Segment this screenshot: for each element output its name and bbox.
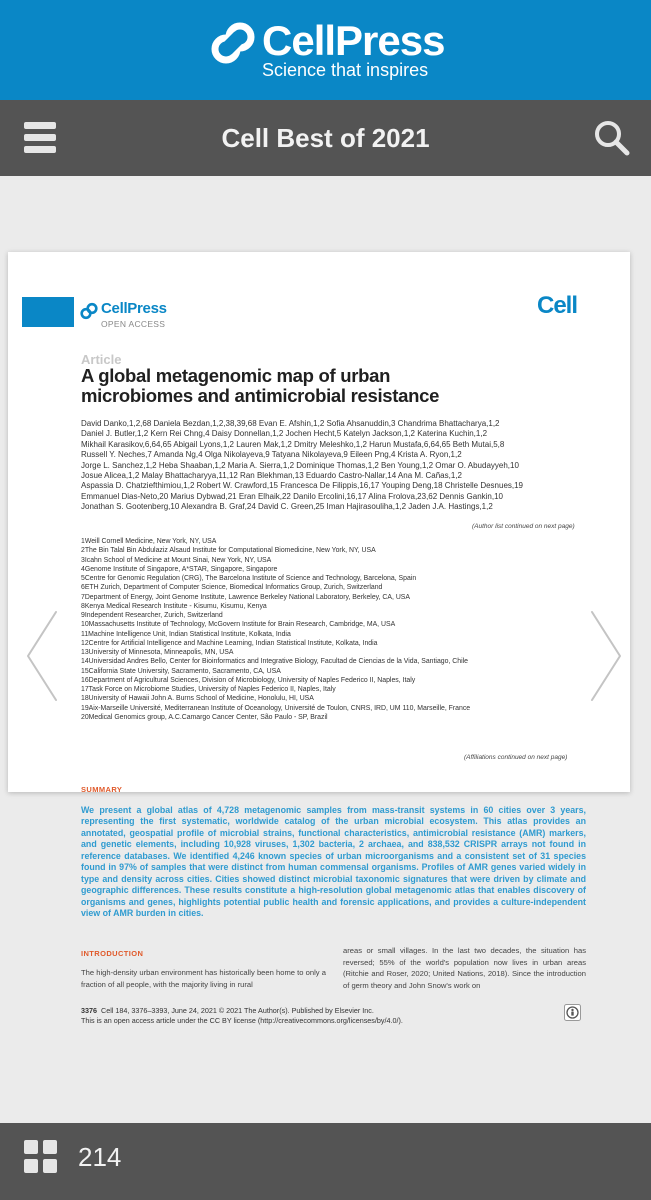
summary-heading: SUMMARY [81,785,123,794]
affiliation: 4Genome Institute of Singapore, A*STAR, Singapore, Singapore [81,565,278,573]
author-line: Aspassia D. Chatziefthimiou,1,2 Robert W. Crawford,15 Francesca De Filippis,16,17 Youping Deng,18 Christelle Desnues,19 [81,481,524,491]
author-line: Mikhail Karasikov,6,64,65 Abigail Lyons,1,2 Lauren Mak,1,2 Dmitry Meleshko,1,2 Harun Mustafa,6,64,65 Beth Mutai,5,8 [81,439,505,449]
citation-footer [81,1006,374,1015]
affiliation: 18University of Hawaii John A. Burns School of Medicine, Honolulu, HI, USA [81,695,314,703]
page-title: Cell Best of 2021 [221,123,430,153]
cc-by-icon [564,1004,581,1021]
affiliation: 20Medical Genomics group, A.C.Camargo Cancer Center, São Paulo - SP, Brazil [81,713,328,721]
document-viewer[interactable] [0,176,651,1123]
author-line: Jorge L. Sanchez,1,2 Heba Shaaban,1,2 Maria A. Sierra,1,2 Dominique Thomas,1,2 Ben Young,1,2 Omar O. Abudayyeh,10 [81,460,519,470]
page-color-tab [22,297,74,327]
footer-page-number: 3376 [81,1006,97,1015]
journal-logo: Cell [537,292,578,319]
affiliation: 15California State University, Sacramento, Sacramento, CA, USA [81,667,281,675]
affiliation-list [81,537,601,722]
author-list [81,419,581,513]
affiliation: 8Kenya Medical Research Institute - Kisumu, Kisumu, Kenya [81,602,267,610]
affiliation: 5Centre for Genomic Regulation (CRG), The Barcelona Institute of Science and Technology, Barcelona, Spain [81,575,417,582]
summary-text: We present a global atlas of 4,728 metagenomic samples from mass-transit systems in 60 cities over 3 years, representing the first systematic, worldwide catalog of the urban microbial ecosystem. This atlas provides an annotated, geospatial profile of microbial strains, functional characteristics, antimicrobial resistance (AMR) markers, and genetic elements, including 10,928 viruses, 1,302 bacteria, 2 archaea, and 838,532 CRISPR arrays not found in reference databases. We identified 4,246 known species of urban microorganisms and a consistent set of 31 species found in 97% of samples that were distinct from human commensal organisms. Profiles of AMR genes varied widely in type and density across cities. Cities showed distinct microbial taxonomic signatures that were driven by climate and geographic differences. These results constitute a high-resolution global metagenomic atlas that enables discovery of organisms and genes, highlights potential public health and forensic applications, and provides a culture-independent view of AMR burden in cities. [81,805,586,919]
top-toolbar [0,100,651,176]
author-line: Russell Y. Neches,7 Amanda Ng,4 Olga Nikolayeva,9 Tatyana Nikolayeva,9 Eileen Png,4 Krista A. Ryon,1,2 [81,450,462,460]
brand-tagline: Science that inspires [262,60,429,80]
footer-citation: Cell 184, 3376–3393, June 24, 2021 © 2021 The Author(s). Published by Elsevier Inc. [101,1006,374,1015]
affiliation: 2The Bin Talal Bin Abdulaziz Alsaud Institute for Computational Biomedicine, New York, NY, USA [81,547,376,555]
open-access-label: OPEN ACCESS [101,319,166,329]
page-number: 214 [78,1142,122,1172]
affiliation: 14Universidad Andres Bello, Center for Bioinformatics and Integrative Biology, Facultad de Ciencias de la Vida, Santiago, Chile [81,658,468,666]
cellpress-logo-icon [210,20,256,66]
next-page-icon[interactable] [586,606,626,706]
affiliation: 7Department of Energy, Joint Genome Institute, Lawrence Berkeley National Laboratory, Berkeley, CA, USA [81,593,410,601]
affiliations-continued-note: (Affiliations continued on next page) [464,754,568,761]
affiliation: 10Massachusetts Institute of Technology, McGovern Institute for Brain Research, Cambridge, MA, USA [81,621,396,629]
intro-column-1: The high-density urban environment has historically been home to only a fraction of all people, with the majority living in rural [81,968,326,989]
affiliation: 19Aix-Marseille Université, Mediterranean Institute of Oceanology, Université de Toulon, CNRS, IRD, UM 110, Marseille, France [81,704,471,712]
introduction-heading: INTRODUCTION [81,949,144,958]
author-line: Jonathan S. Gootenberg,10 Alexandra B. Graf,24 David C. Green,25 Iman Hajirasouliha,1,2 Jaden J.A. Hastings,1,2 [81,502,493,512]
article-type-label: Article [81,352,122,367]
search-icon[interactable] [594,120,630,156]
brand-name: CellPress [262,17,445,64]
cellpress-mark-icon [80,302,98,320]
affiliation: 6ETH Zurich, Department of Computer Science, Biomedical Informatics Group, Zurich, Switzerland [81,584,383,592]
author-continued-note: (Author list continued on next page) [472,523,575,530]
publisher-logo-text: CellPress [101,300,167,317]
affiliation: 11Machine Intelligence Unit, Indian Statistical Institute, Kolkata, India [81,630,291,638]
license-footer: This is an open access article under the CC BY license (http://creativecommons.org/licenses/by/4.0/). [81,1016,403,1025]
affiliation: 13University of Minnesota, Minneapolis, MN, USA [81,649,234,656]
previous-page-icon[interactable] [22,606,62,706]
affiliation: 1Weill Cornell Medicine, New York, NY, USA [81,538,217,545]
author-line: Daniel J. Butler,1,2 Kern Rei Chng,4 Daisy Donnellan,1,2 Jochen Hecht,5 Katelyn Jackson,1,2 Katerina Kuchin,1,2 [81,429,488,439]
author-line: Josue Alicea,1,2 Malay Bhattacharyya,11,12 Ran Blekhman,13 Eduardo Castro-Nallar,14 Ana M. Cañas,1,2 [81,471,462,481]
brand-header [0,0,651,100]
hamburger-menu-icon[interactable] [24,122,56,154]
article-title: A global metagenomic map of urban microbiomes and antimicrobial resistance [81,365,440,406]
affiliation: 9Independent Researcher, Zurich, Switzerland [81,612,223,619]
affiliation: 16Department of Agricultural Sciences, Division of Microbiology, University of Naples Federico II, Naples, Italy [81,676,416,684]
bottom-toolbar [0,1123,651,1200]
grid-view-icon[interactable] [24,1140,58,1174]
affiliation: 3Icahn School of Medicine at Mount Sinai, New York, NY, USA [81,556,272,564]
affiliation: 17Task Force on Microbiome Studies, University of Naples Federico II, Naples, Italy [81,686,336,693]
author-line: David Danko,1,2,68 Daniela Bezdan,1,2,38,39,68 Evan E. Afshin,1,2 Sofia Ahsanuddin,3 Chandrima Bhattacharya,1,2 [81,419,500,428]
document-page [8,252,630,1025]
intro-column-2: areas or small villages. In the last two decades, the situation has reversed; 55% of the world's population now lives in urban areas (Ritchie and Roser, 2020; United Nations, 2018). Since the introduction of germ theory and John Snow's work on [343,946,586,990]
author-line: Emmanuel Dias-Neto,20 Marius Dybwad,21 Eran Elhaik,22 Danilo Ercolini,16,17 Alina Frolova,23,62 Dennis Gankin,10 [81,491,503,501]
affiliation: 12Centre for Artificial Intelligence and Machine Learning, Indian Statistical Institute, Kolkata, India [81,639,378,647]
